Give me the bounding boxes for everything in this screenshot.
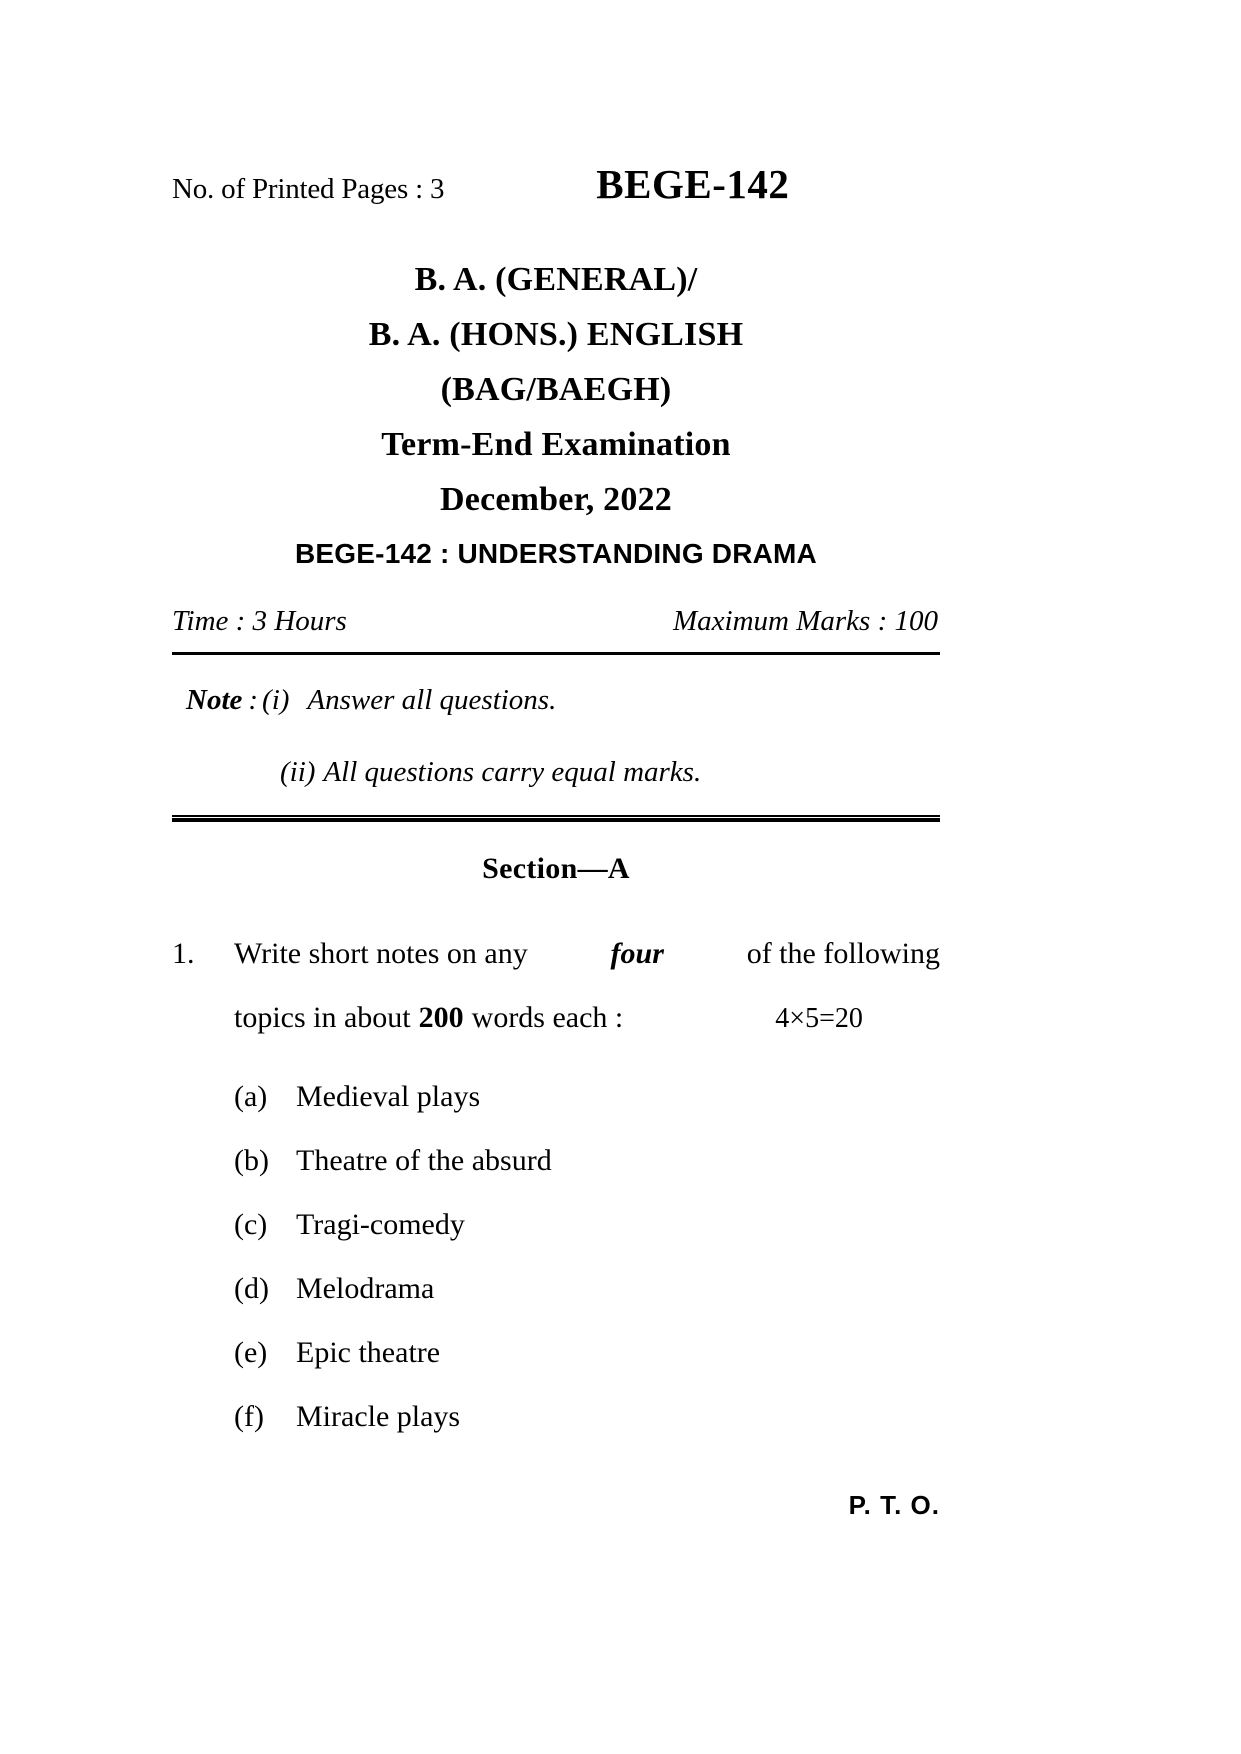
option-marker-b: (b) [234, 1144, 269, 1177]
page-content [172, 160, 940, 1520]
note-item-number-i: (i) [262, 684, 290, 716]
question-1-emphasis-four: four [610, 937, 664, 970]
question-1-line-2 [234, 986, 940, 1051]
option-marker-a: (a) [234, 1080, 268, 1113]
note-row-first [172, 679, 940, 721]
option-text-e: Epic theatre [296, 1336, 441, 1369]
option-text-c: Tragi-comedy [296, 1208, 465, 1241]
question-1-options [234, 1065, 940, 1449]
subject-title-line: BEGE-142 : UNDERSTANDING DRAMA [295, 538, 817, 569]
maximum-marks: Maximum Marks : 100 [673, 605, 938, 637]
question-1-text-c: topics in about [234, 1001, 411, 1034]
option-marker-e: (e) [234, 1336, 268, 1369]
program-line-general: B. A. (GENERAL)/ [414, 261, 698, 298]
option-text-f: Miracle plays [296, 1400, 461, 1433]
exam-session-line: December, 2022 [440, 481, 672, 518]
note-row-second [172, 751, 940, 793]
course-code-label: BEGE-142 [596, 161, 790, 207]
printed-pages-label: No. of Printed Pages : 3 [172, 173, 445, 205]
page-header [172, 160, 940, 216]
option-marker-d: (d) [234, 1272, 269, 1305]
note-colon: : [248, 684, 259, 716]
list-item [234, 1193, 940, 1257]
note-block [172, 679, 940, 793]
question-1-emphasis-wordcount: 200 [418, 1001, 464, 1034]
exam-type-line: Term-End Examination [381, 426, 731, 463]
list-item [234, 1065, 940, 1129]
option-marker-f: (f) [234, 1400, 264, 1433]
note-item-text-i: Answer all questions. [307, 684, 557, 716]
question-1 [172, 922, 940, 1449]
option-text-b: Theatre of the absurd [296, 1144, 552, 1177]
note-label: Note [186, 684, 243, 716]
question-1-text-b: of the following [746, 937, 940, 970]
question-1-text-a: Write short notes on any [234, 937, 528, 970]
list-item [234, 1257, 940, 1321]
program-line-hons: B. A. (HONS.) ENGLISH [368, 316, 744, 353]
time-allowed: Time : 3 Hours [172, 605, 347, 637]
exam-info-row [172, 605, 940, 638]
section-heading: Section—A [482, 852, 630, 885]
question-1-number: 1. [172, 937, 195, 970]
note-item-number-ii: (ii) [280, 756, 316, 788]
page-turn-over-label: P. T. O. [848, 1490, 940, 1520]
list-item [234, 1129, 940, 1193]
list-item [234, 1385, 940, 1449]
title-block [172, 252, 940, 579]
option-text-d: Melodrama [296, 1272, 435, 1305]
horizontal-rule-double [172, 815, 940, 822]
question-1-line-1 [234, 922, 940, 986]
note-item-text-ii: All questions carry equal marks. [323, 756, 702, 788]
question-1-marks: 4×5=20 [775, 1003, 863, 1034]
question-1-body [234, 922, 940, 1051]
option-text-a: Medieval plays [296, 1080, 481, 1113]
option-marker-c: (c) [234, 1208, 268, 1241]
list-item [234, 1321, 940, 1385]
question-1-text-d: words each : [471, 1001, 624, 1034]
horizontal-rule-single [172, 652, 940, 655]
program-line-codes: (BAG/BAEGH) [440, 371, 672, 408]
